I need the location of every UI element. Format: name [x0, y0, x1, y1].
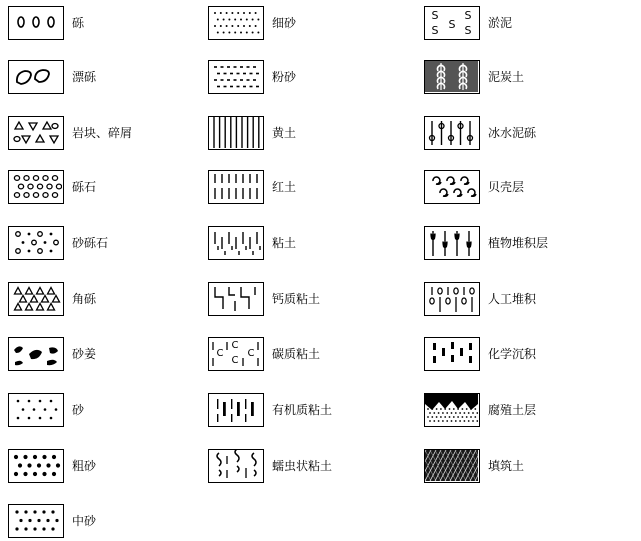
- medium-sand-pattern-icon: [8, 504, 64, 538]
- chemical-deposit-pattern-icon: [424, 337, 480, 371]
- legend-label-vermicular-clay: 蠕虫状粘土: [272, 459, 333, 473]
- humus-pattern-icon: [424, 393, 480, 427]
- pebble-pattern-icon: [8, 170, 64, 204]
- legend-label-clay: 粘土: [272, 236, 297, 250]
- svg-text:C: C: [247, 348, 255, 359]
- svg-text:S: S: [448, 18, 456, 31]
- legend-label-silt: 粉砂: [272, 70, 297, 84]
- boulder-pattern-icon: [8, 60, 64, 94]
- legend-label-carbonaceous-clay: 碳质粘土: [272, 347, 321, 361]
- legend-label-artificial-fill: 人工堆积: [488, 292, 537, 306]
- legend-label-glacial-till: 冰水泥砾: [488, 126, 537, 140]
- organic-clay-pattern-icon: [208, 393, 264, 427]
- rock-debris-pattern-icon: [8, 116, 64, 150]
- legend-label-calcareous-concretion: 砂姜: [72, 347, 97, 361]
- breccia-pattern-icon: [8, 282, 64, 316]
- legend-label-sandy-gravel: 砂砾石: [72, 236, 109, 250]
- gravel-pattern-icon: [8, 6, 64, 40]
- legend-label-shell-bed: 贝壳层: [488, 180, 525, 194]
- vermicular-clay-pattern-icon: [208, 449, 264, 483]
- carbonaceous-clay-pattern-icon: [208, 337, 264, 371]
- coarse-sand-pattern-icon: [8, 449, 64, 483]
- legend-label-humus: 腐殖土层: [488, 403, 537, 417]
- peat-pattern-icon: [424, 60, 480, 94]
- sandy-gravel-pattern-icon: [8, 226, 64, 260]
- legend-label-pebble: 砾石: [72, 180, 97, 194]
- legend-label-breccia: 角砾: [72, 292, 97, 306]
- fine-sand-pattern-icon: [208, 6, 264, 40]
- svg-text:S: S: [464, 9, 472, 22]
- legend-label-chemical-deposit: 化学沉积: [488, 347, 537, 361]
- legend-label-fine-sand: 细砂: [272, 16, 297, 30]
- plant-deposit-pattern-icon: [424, 226, 480, 260]
- clay-pattern-icon: [208, 226, 264, 260]
- legend-label-boulder: 漂砾: [72, 70, 97, 84]
- legend-label-fill-soil: 填筑土: [488, 459, 525, 473]
- legend-label-peat: 泥炭土: [488, 70, 525, 84]
- svg-text:S: S: [464, 24, 472, 37]
- glacial-till-pattern-icon: [424, 116, 480, 150]
- silt-pattern-icon: [208, 60, 264, 94]
- legend-label-gravel: 砾: [72, 16, 85, 30]
- shell-bed-pattern-icon: [424, 170, 480, 204]
- sand-pattern-icon: [8, 393, 64, 427]
- legend-label-calcareous-clay: 钙质粘土: [272, 292, 321, 306]
- artificial-fill-pattern-icon: [424, 282, 480, 316]
- svg-text:C: C: [216, 348, 224, 359]
- legend-label-sand: 砂: [72, 403, 85, 417]
- legend-label-medium-sand: 中砂: [72, 514, 97, 528]
- red-clay-pattern-icon: [208, 170, 264, 204]
- legend-label-rock-debris: 岩块、碎屑: [72, 126, 133, 140]
- legend-label-plant-deposit: 植物堆积层: [488, 236, 549, 250]
- svg-text:S: S: [431, 24, 439, 37]
- legend-label-coarse-sand: 粗砂: [72, 459, 97, 473]
- svg-text:S: S: [431, 9, 439, 22]
- loess-pattern-icon: [208, 116, 264, 150]
- legend-label-loess: 黄土: [272, 126, 297, 140]
- legend-label-ooze: 淤泥: [488, 16, 513, 30]
- fill-soil-pattern-icon: [424, 449, 480, 483]
- legend-label-red-clay: 红土: [272, 180, 297, 194]
- calcareous-clay-pattern-icon: [208, 282, 264, 316]
- svg-text:C: C: [231, 340, 239, 351]
- svg-text:C: C: [231, 355, 239, 366]
- legend-label-organic-clay: 有机质粘土: [272, 403, 333, 417]
- ooze-pattern-icon: [424, 6, 480, 40]
- calcareous-concretion-pattern-icon: [8, 337, 64, 371]
